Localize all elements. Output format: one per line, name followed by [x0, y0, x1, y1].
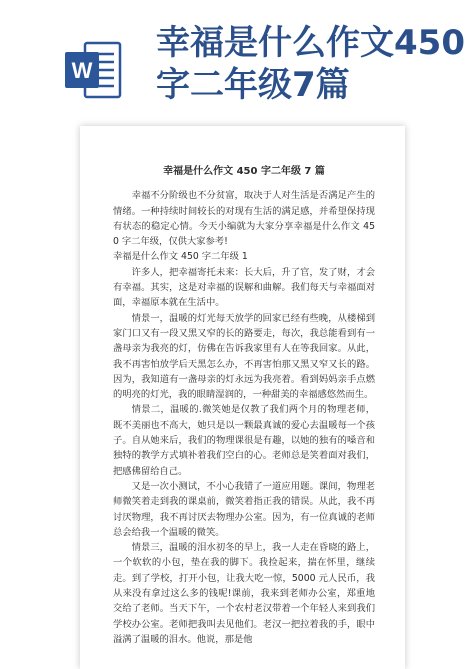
paragraph: 又是一次小测试，不小心我错了一道应用题。课间，物理老师微笑着走到我的课桌前，微笑着指正我的错误。从此，我不再讨厌物理，我不再讨厌去物理办公室。因为，有一位真诚的老师总会给我一个温暖的微笑。	[113, 480, 375, 538]
word-icon-letter: W	[71, 58, 93, 83]
paragraph-intro: 幸福不分阶级也不分贫富，取决于人对生活是否满足产生的情绪。一种持续时间较长的对现有生活的满足感，并希望保持现有状态的稳定心情。今天小编就为大家分享幸福是什么作文 450 字二年级，仅供大家参考!	[113, 190, 375, 248]
banner-title: 幸福是什么作文450字二年级7篇	[156, 23, 465, 105]
document-content	[113, 164, 375, 647]
word-document-icon	[63, 40, 123, 100]
document-page	[80, 126, 405, 669]
paragraph: 情景二，温暖的.微笑她是仅教了我们两个月的物理老师，既不美丽也不高大，她只是以一颗最真诚的爱心去温暖每一个孩子。自从她来后，我们的物理课很是有趣，以她的独有的嗓音和独特的教学方式填补着我们空白的心。老师总是笑着面对我们，把感佛留给自己。	[113, 404, 375, 477]
paragraph: 情景一，温暖的灯光每天放学的回家已经有些晚，从楼梯到家门口又有一段又黑又窄的长的路要走，每次，我总能看到有一盏母亲为我亮的灯，仿佛在告诉我家里有人在等我回家。从此，我不再害怕放学后天黑怎么办，不再害怕那又黑又窄又长的路。因为，我知道有一盏母亲的灯永远为我亮着。看到妈妈亲手点燃的明亮的灯光，我的眼睛湿润的，一种甜美的幸福感悠然而生。	[113, 312, 375, 401]
paragraph: 许多人，把幸福寄托未来：长大后，升了官，发了财，才会有幸福。其实，这是对幸福的误解和曲解。我们每天与幸福面对面，幸福原本就在生活中。	[113, 266, 375, 309]
document-title: 幸福是什么作文 450 字二年级 7 篇	[163, 166, 325, 177]
section-heading: 幸福是什么作文 450 字二年级 1	[113, 251, 248, 263]
banner	[0, 0, 474, 118]
paragraph: 情景三，温暖的泪水初冬的早上，我一人走在昏晓的路上，一个软软的小包，垫在我的脚下。我捡起来，揣在怀里，继续走。到了学校，打开小包，让我大吃一惊，5000 元人民币，我从来没有拿过这么多的钱呢!课前，我来到老师办公室，郑重地交给了老师。当天下午，一个农村老汉带着一个年轻人来到我们学校办公室。老师把我叫去见他们。老汉一把拉着我的手，眼中溢满了温暖的泪水。他说，那是他	[113, 542, 375, 645]
